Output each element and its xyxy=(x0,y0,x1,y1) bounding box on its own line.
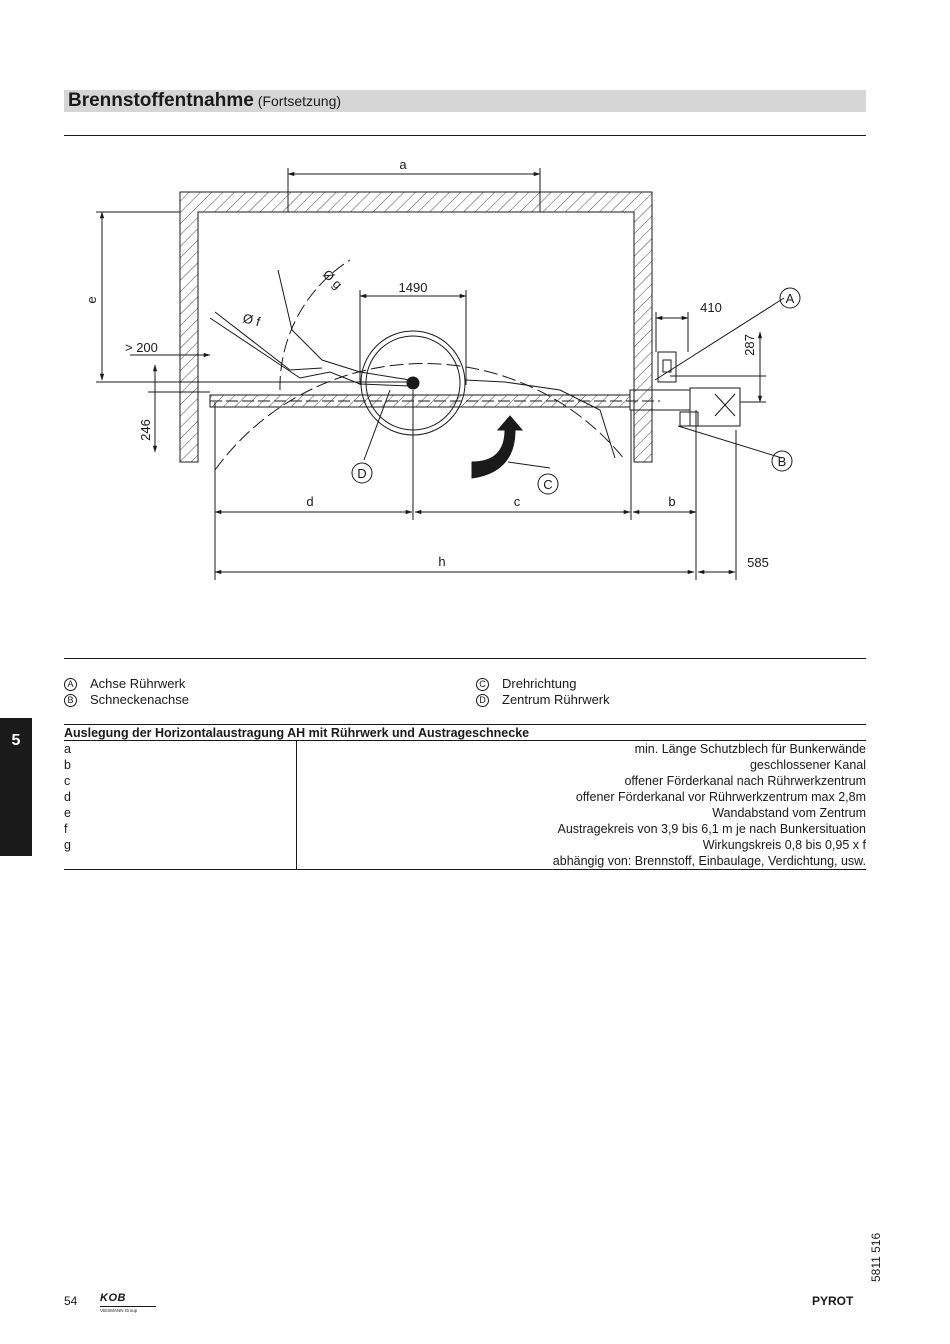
page-number: 54 xyxy=(64,1294,78,1308)
marker-d: D xyxy=(357,466,367,481)
legend-item xyxy=(476,692,610,708)
label-e: e xyxy=(84,296,99,304)
marker-letters xyxy=(357,291,794,492)
spec-table xyxy=(64,741,866,870)
table-key: c xyxy=(64,774,71,788)
table-key: b xyxy=(64,758,71,772)
legend-item xyxy=(476,676,610,692)
label-410: 410 xyxy=(700,300,722,315)
page-title: Brennstoffentnahme (Fortsetzung) xyxy=(68,90,342,111)
marker-a: A xyxy=(785,291,795,306)
table-value: min. Länge Schutzblech für Bunkerwände xyxy=(634,742,866,756)
table-value: geschlossener Kanal xyxy=(749,758,866,772)
legend-item xyxy=(64,676,189,692)
label-h: h xyxy=(438,554,446,569)
label-b: b xyxy=(668,494,676,509)
table-top-rule xyxy=(64,724,866,725)
legend-text: Schneckenachse xyxy=(90,692,190,707)
label-585: 585 xyxy=(747,555,769,570)
brand-group: VIESMANN Group xyxy=(100,1306,156,1313)
table-title: Auslegung der Horizontalaustragung AH mit Rührwerk und Austrageschnecke xyxy=(64,726,530,740)
label-1490: 1490 xyxy=(398,280,428,295)
legend-text: Drehrichtung xyxy=(502,676,577,691)
table-value: abhängig von: Brennstoff, Einbaulage, Verdichtung, usw. xyxy=(552,854,866,868)
drive-motor xyxy=(658,352,698,426)
legend-item xyxy=(64,692,189,708)
legend-left xyxy=(64,676,189,708)
screw-conveyor xyxy=(210,388,740,426)
label-a: a xyxy=(399,157,407,172)
section-title-bar xyxy=(64,90,866,112)
marker-circles xyxy=(352,288,800,494)
table-key: e xyxy=(64,806,71,820)
legend-right xyxy=(476,676,610,708)
table-value: Wandabstand vom Zentrum xyxy=(712,806,866,820)
legend-key: C xyxy=(476,678,489,691)
legend-rule xyxy=(64,658,866,659)
legend-key: A xyxy=(64,678,77,691)
dimension-lines xyxy=(96,168,784,580)
label-gt200: > 200 xyxy=(125,340,158,355)
label-c: c xyxy=(513,494,521,509)
table-value: Wirkungskreis 0,8 bis 0,95 x f xyxy=(702,838,866,852)
label-f: Ø f xyxy=(241,310,262,330)
page-subtitle: (Fortsetzung) xyxy=(257,93,342,109)
legend-text: Zentrum Rührwerk xyxy=(502,692,610,707)
table-value: offener Förderkanal vor Rührwerkzentrum max 2,8m xyxy=(575,790,866,804)
technical-drawing xyxy=(60,140,880,590)
table-value: offener Förderkanal nach Rührwerkzentrum xyxy=(624,774,866,788)
brand-name: KOB xyxy=(100,1292,126,1304)
table-key: d xyxy=(64,790,71,804)
legend-text: Achse Rührwerk xyxy=(90,676,186,691)
marker-c: C xyxy=(543,477,553,492)
label-246: 246 xyxy=(138,419,153,441)
table-key: g xyxy=(64,838,71,852)
legend-key: D xyxy=(476,694,489,707)
agitator-circle-f xyxy=(215,364,625,470)
table-key: f xyxy=(64,822,68,836)
document-number: 5811 516 xyxy=(869,1232,883,1282)
product-name: PYROT xyxy=(812,1294,854,1308)
table-key: a xyxy=(64,742,71,756)
table-value: Austragekreis von 3,9 bis 6,1 m je nach Bunkersituation xyxy=(557,822,866,836)
legend-key: B xyxy=(64,694,77,707)
top-rule xyxy=(64,135,866,136)
kob-logo xyxy=(100,1292,156,1313)
rotation-arrow xyxy=(472,416,522,478)
chapter-tab: 5 xyxy=(0,718,32,856)
label-g: Ø g xyxy=(319,266,346,292)
table-divider xyxy=(296,741,297,869)
marker-b: B xyxy=(777,454,787,469)
label-287: 287 xyxy=(742,334,757,356)
label-d: d xyxy=(306,494,314,509)
